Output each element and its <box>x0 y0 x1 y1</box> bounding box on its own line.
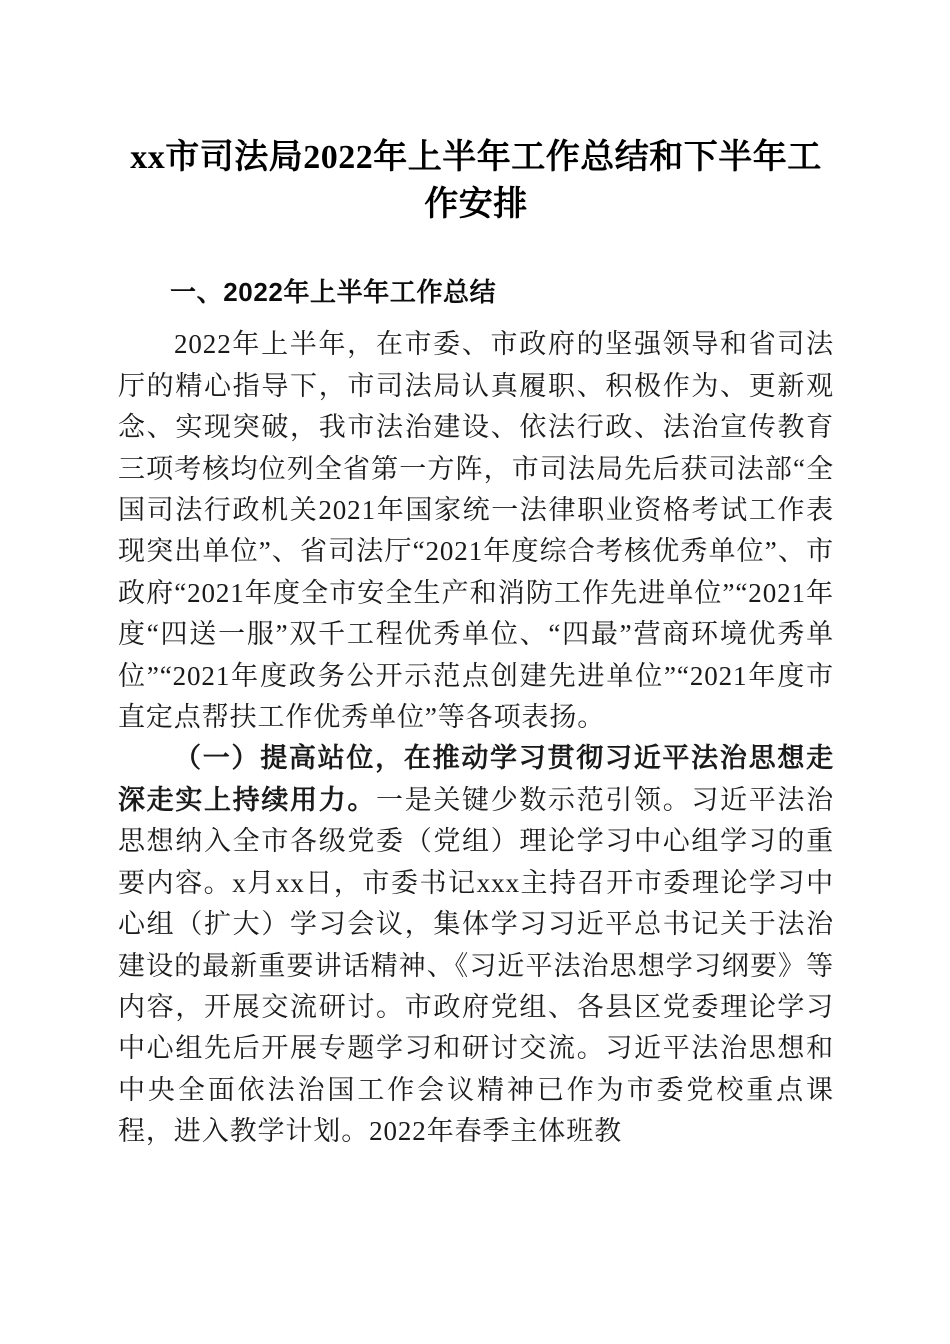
paragraph-2-lead: （一）提高站位，在推动学习贯彻习近平法治思想走深走实上持续用力。 <box>118 743 834 815</box>
paragraph-2 <box>118 738 834 1152</box>
paragraph-1-text: 2022年上半年，在市委、市政府的坚强领导和省司法厅的精心指导下，市司法局认真履职、积极作为、更新观念、实现突破，我市法治建设、依法行政、法治宣传教育三项考核均位列全省第一方阵，市司法局先后获司法部“全国司法行政机关2021年国家统一法律职业资格考试工作表现突出单位”、省司法厅“2021年度综合考核优秀单位”、市政府“2021年度全市安全生产和消防工作先进单位”“2021年度“四送一服”双千工程优秀单位、“四最”营商环境优秀单位”“2021年度政务公开示范点创建先进单位”“2021年度市直定点帮扶工作优秀单位”等各项表扬。 <box>118 329 834 733</box>
paragraph-2-text: 一是关键少数示范引领。习近平法治思想纳入全市各级党委（党组）理论学习中心组学习的重要内容。x月xx日，市委书记xxx主持召开市委理论学习中心组（扩大）学习会议，集体学习习近平总书记关于法治建设的最新重要讲话精神、《习近平法治思想学习纲要》等内容，开展交流研讨。市政府党组、各县区党委理论学习中心组先后开展专题学习和研讨交流。习近平法治思想和中央全面依法治国工作会议精神已作为市委党校重点课程，进入教学计划。2022年春季主体班教 <box>118 784 834 1147</box>
page-title: xx市司法局2022年上半年工作总结和下半年工作安排 <box>130 139 822 223</box>
section-heading-1: 一、2022年上半年工作总结 <box>170 277 497 307</box>
document-content <box>118 0 834 1333</box>
page-bottom-whitespace <box>118 1153 834 1333</box>
paragraph-1 <box>118 313 834 738</box>
